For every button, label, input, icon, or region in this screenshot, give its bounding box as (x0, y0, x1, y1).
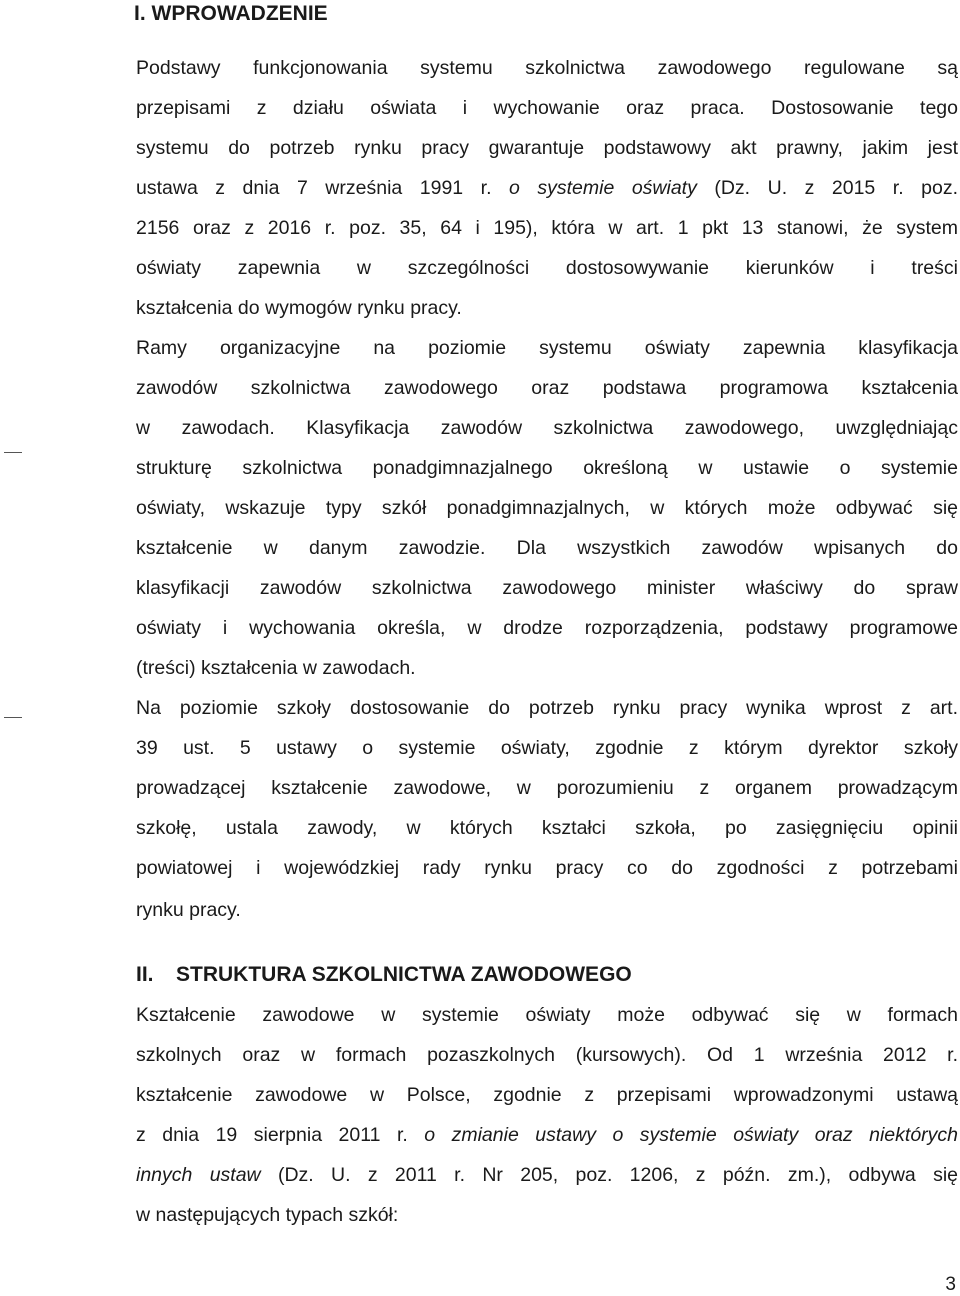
body-line: kształcenia do wymogów rynku pracy. (136, 297, 462, 319)
section-heading-number: II. (136, 963, 154, 986)
body-line: (treści) kształcenia w zawodach. (136, 657, 416, 679)
body-line: strukturę szkolnictwa ponadgimnazjalnego określoną w ustawie o systemie (136, 457, 958, 479)
body-line: z dnia 19 sierpnia 2011 r. o zmianie ustawy o systemie oświaty oraz niektórych (136, 1124, 959, 1146)
act-title: o zmianie ustawy o systemie oświaty oraz niektórych (424, 1124, 959, 1146)
body-line: Kształcenie zawodowe w systemie oświaty może odbywać się w formach (136, 1004, 958, 1026)
body-line: systemu do potrzeb rynku pracy gwarantuje podstawowy akt prawny, jakim jest (136, 137, 958, 159)
body-line: w zawodach. Klasyfikacja zawodów szkolnictwa zawodowego, uwzględniając (136, 417, 958, 439)
act-title: o systemie oświaty (509, 177, 697, 199)
body-line: 2156 oraz z 2016 r. poz. 35, 64 i 195), która w art. 1 pkt 13 stanowi, że system (136, 217, 958, 239)
body-line: przepisami z działu oświata i wychowanie oraz praca. Dostosowanie tego (136, 97, 958, 119)
body-line: kształcenie zawodowe w Polsce, zgodnie z przepisami wprowadzonymi ustawą (136, 1084, 958, 1106)
body-line: oświaty i wychowania określa, w drodze rozporządzenia, podstawy programowe (136, 617, 958, 639)
body-line: Podstawy funkcjonowania systemu szkolnictwa zawodowego regulowane są (136, 57, 958, 79)
body-line: klasyfikacji zawodów szkolnictwa zawodowego minister właściwy do spraw (136, 577, 958, 599)
body-line: ustawa z dnia 7 września 1991 r. o systemie oświaty (Dz. U. z 2015 r. poz. (136, 177, 958, 199)
act-title: innych ustaw (136, 1164, 261, 1186)
body-line: Ramy organizacyjne na poziomie systemu oświaty zapewnia klasyfikacja (136, 337, 958, 359)
section-heading-structure: STRUKTURA SZKOLNICTWA ZAWODOWEGO (176, 963, 632, 986)
body-line: oświaty, wskazuje typy szkół ponadgimnazjalnych, w których może odbywać się (136, 497, 958, 519)
page-number: 3 (945, 1274, 956, 1295)
body-line: w następujących typach szkół: (136, 1204, 399, 1226)
margin-mark (4, 452, 22, 453)
body-line: prowadzącej kształcenie zawodowe, w porozumieniu z organem prowadzącym (136, 777, 958, 799)
body-line: 39 ust. 5 ustawy o systemie oświaty, zgodnie z którym dyrektor szkoły (136, 737, 958, 759)
body-line: zawodów szkolnictwa zawodowego oraz podstawa programowa kształcenia (136, 377, 958, 399)
body-line: innych ustaw (Dz. U. z 2011 r. Nr 205, poz. 1206, z późn. zm.), odbywa się (136, 1164, 958, 1186)
margin-mark (4, 717, 22, 718)
body-line: oświaty zapewnia w szczególności dostosowywanie kierunków i treści (136, 257, 958, 279)
body-line: kształcenie w danym zawodzie. Dla wszystkich zawodów wpisanych do (136, 537, 958, 559)
body-line: rynku pracy. (136, 899, 241, 921)
body-line: szkolnych oraz w formach pozaszkolnych (kursowych). Od 1 września 2012 r. (136, 1044, 958, 1066)
section-heading-introduction: I. WPROWADZENIE (134, 2, 328, 25)
body-line: szkołę, ustala zawody, w których kształci szkoła, po zasięgnięciu opinii (136, 817, 958, 839)
body-line: powiatowej i wojewódzkiej rady rynku pracy co do zgodności z potrzebami (136, 857, 958, 879)
body-line: Na poziomie szkoły dostosowanie do potrzeb rynku pracy wynika wprost z art. (136, 697, 958, 719)
